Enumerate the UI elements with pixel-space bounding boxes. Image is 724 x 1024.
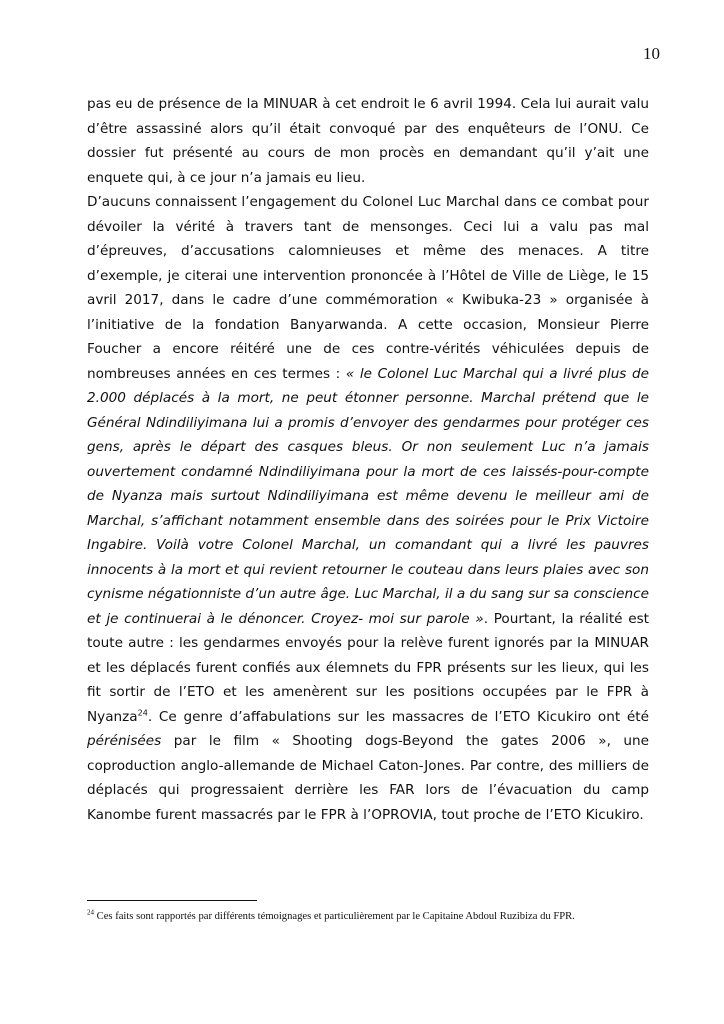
footnote-number: 24 (87, 908, 94, 917)
page-number: 10 (643, 44, 660, 63)
paragraph-2-end: par le film « Shooting dogs-Beyond the gates 2006 », une coproduction anglo-allemande de Michael Caton-Jones. Par contre, des milliers de déplacés qui progressaient derrière les FAR lors de l’évacuation du camp Kanombe furent massacrés par le FPR à l’OPROVIA, tout proche de l’ETO Kicukiro. (87, 733, 649, 823)
footnote-text: Ces faits sont rapportés par différents témoignages et particulièrement par le Capitaine Abdoul Ruzibiza du FPR. (94, 911, 575, 922)
paragraph-2 (87, 190, 649, 827)
paragraph-2-middle: . Ce genre d’affabulations sur les massacres de l’ETO Kicukiro ont été (147, 708, 649, 725)
footnote-separator (87, 900, 257, 901)
body-text (87, 92, 649, 827)
paragraph-1: pas eu de présence de la MINUAR à cet endroit le 6 avril 1994. Cela lui aurait valu d’être assassiné alors qu’il était convoqué par des enquêteurs de l’ONU. Ce dossier fut présenté au cours de mon procès en demandant qu’il y’ait une enquete qui, à ce jour n’a jamais eu lieu. (87, 96, 649, 186)
footnote-reference: 24 (137, 707, 148, 717)
footnote (87, 910, 649, 924)
paragraph-2-intro: D’aucuns connaissent l’engagement du Colonel Luc Marchal dans ce combat pour dévoiler la vérité à travers tant de mensonges. Ceci lui a valu pas mal d’épreuves, d’accusations calomnieuses et même des menaces. A titre d’exemple, je citerai une intervention prononcée à l’Hôtel de Ville de Liège, le 15 avril 2017, dans le cadre d’une commémoration « Kwibuka-23 » organisée à l’initiative de la fondation Banyarwanda. A cette occasion, Monsieur Pierre Foucher a encore réitéré une de ces contre-vérités véhiculées depuis de nombreuses années en ces termes : (87, 194, 649, 382)
paragraph-2-after-quote: . Pourtant, la réalité est toute autre : les gendarmes envoyés pour la relève furent ignorés par la MINUAR et les déplacés furent confiés aux élemnets du FPR présents sur les lieux, qui les fit sortir de l’ETO et les amenèrent sur les positions occupées par le FPR à Nyanza (87, 610, 649, 725)
pierre-foucher-quote: « le Colonel Luc Marchal qui a livré plus de 2.000 déplacés à la mort, ne peut étonner personne. Marchal prétend que le Général Ndindiliyimana lui a promis d’envoyer des gendarmes pour protéger ces gens, après le départ des casques bleus. Or non seulement Luc n’a jamais ouvertement condamné Ndindiliyimana pour la mort de ces laissés-pour-compte de Nyanza mais surtout Ndindiliyimana est même devenu le meilleur ami de Marchal, s’affichant notamment ensemble dans des soirées pour le Prix Victoire Ingabire. Voilà votre Colonel Marchal, un comandant qui a livré les pauvres innocents à la mort et qui revient retourner le couteau dans leurs plaies avec son cynisme négationniste d’un autre âge. Luc Marchal, il a du sang sur sa conscience et je continuerai à le dénoncer. Croyez- moi sur parole » (87, 365, 649, 627)
italic-word: pérénisées (87, 733, 162, 749)
